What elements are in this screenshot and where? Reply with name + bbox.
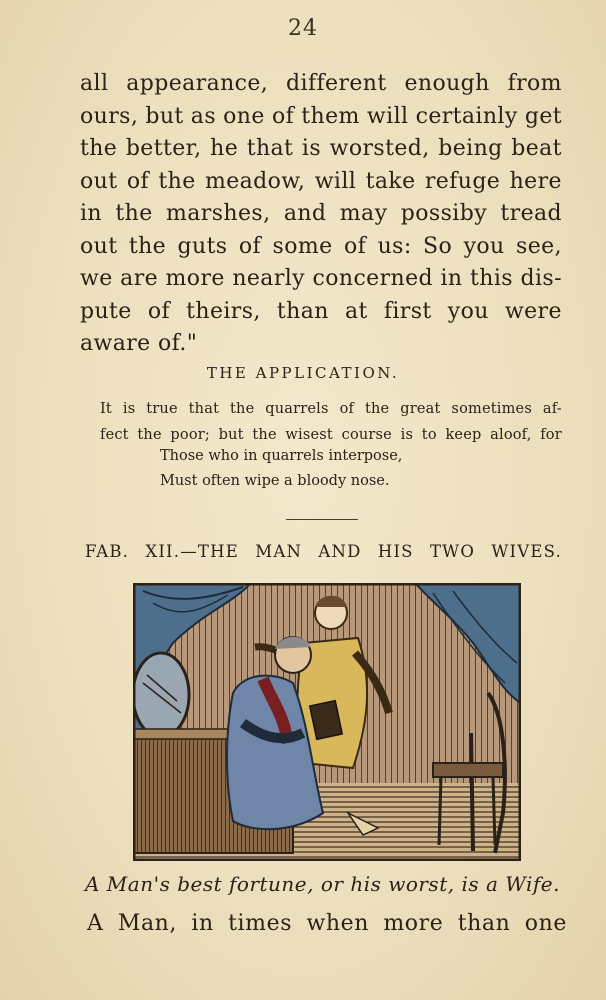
word: see, xyxy=(516,233,562,259)
word: af- xyxy=(542,401,562,417)
word: we xyxy=(80,266,113,291)
text-line xyxy=(80,68,562,101)
text-line xyxy=(80,263,562,296)
word: TWO xyxy=(429,542,476,561)
word: dis- xyxy=(520,266,562,291)
word: that xyxy=(188,401,220,417)
word: you xyxy=(447,298,489,324)
word: the xyxy=(115,201,153,226)
word: of xyxy=(343,233,367,259)
word: will xyxy=(314,168,357,194)
word: in xyxy=(191,911,214,936)
moral-line xyxy=(100,422,562,448)
text-line xyxy=(80,166,562,199)
word: of xyxy=(126,168,150,194)
word: when xyxy=(306,911,370,936)
page-number: 24 xyxy=(288,16,318,41)
word: worsted, xyxy=(329,136,430,161)
word: great xyxy=(400,401,441,417)
word: appearance, xyxy=(126,71,269,96)
word: true xyxy=(146,401,178,417)
word: he xyxy=(210,136,239,161)
word: some xyxy=(272,233,333,259)
word: of xyxy=(147,298,171,324)
word: one xyxy=(223,103,265,129)
word: for xyxy=(540,427,562,443)
word: the xyxy=(128,233,167,259)
word: theirs, xyxy=(186,298,261,324)
word: is xyxy=(301,136,322,161)
word: is xyxy=(122,401,136,417)
word: the xyxy=(230,401,255,417)
word: It xyxy=(100,401,112,417)
word: you xyxy=(463,233,505,259)
word: WIVES. xyxy=(491,542,562,561)
section-divider xyxy=(286,519,358,520)
word: marshes, xyxy=(166,201,271,226)
word: of xyxy=(271,103,295,129)
word: refuge xyxy=(424,168,501,194)
word: AND xyxy=(318,542,362,561)
word: this xyxy=(470,266,513,291)
word: concerned xyxy=(312,266,433,291)
text-line xyxy=(80,231,562,264)
word: to xyxy=(421,427,437,443)
word: quarrels xyxy=(265,401,329,417)
word: the xyxy=(158,168,196,194)
word: the xyxy=(364,401,390,417)
word: more xyxy=(165,266,225,291)
word: of xyxy=(238,233,262,259)
word: us: xyxy=(377,233,412,259)
word: certainly xyxy=(415,103,518,129)
word: Man, xyxy=(117,911,178,936)
word: poor; xyxy=(170,427,210,443)
word: but xyxy=(218,427,244,443)
word: A xyxy=(87,911,104,936)
word: beat xyxy=(511,136,562,161)
word: being xyxy=(438,136,503,161)
word: FAB. xyxy=(85,542,130,561)
word: course xyxy=(341,427,392,443)
word: and xyxy=(283,201,327,226)
text-line xyxy=(80,198,562,231)
word: of xyxy=(339,401,355,417)
verse-line: Must often wipe a bloody nose. xyxy=(160,473,390,489)
word: the xyxy=(80,136,118,161)
word: first xyxy=(383,298,432,324)
word: from xyxy=(507,71,562,96)
word: get xyxy=(524,103,562,129)
text-line: aware of." xyxy=(80,331,198,356)
word: wisest xyxy=(285,427,333,443)
woodcut-illustration xyxy=(133,583,521,861)
word: possiby xyxy=(400,201,488,226)
word: them xyxy=(301,103,360,129)
word: will xyxy=(366,103,409,129)
word: were xyxy=(504,298,562,324)
word: may xyxy=(339,201,388,226)
woodcut-image xyxy=(133,583,521,861)
word: XII.—THE xyxy=(145,542,239,561)
text-line xyxy=(80,296,562,329)
word: than xyxy=(276,298,329,324)
verse-line: Those who in quarrels interpose, xyxy=(160,448,403,464)
word: more xyxy=(383,911,444,936)
opening-line xyxy=(87,911,567,936)
word: HIS xyxy=(377,542,414,561)
word: as xyxy=(190,103,217,129)
application-heading: THE APPLICATION. xyxy=(206,364,400,382)
word: that xyxy=(246,136,294,161)
word: times xyxy=(228,911,293,936)
word: all xyxy=(80,71,109,96)
word: tread xyxy=(500,201,562,226)
word: the xyxy=(137,427,162,443)
word: pute xyxy=(80,298,132,324)
fable-title xyxy=(85,542,562,561)
text-line xyxy=(80,101,562,134)
word: the xyxy=(252,427,277,443)
word: out xyxy=(80,168,118,194)
fable-caption: A Man's best fortune, or his worst, is a Wife. xyxy=(85,872,560,896)
word: ours, xyxy=(80,103,139,129)
word: better, xyxy=(125,136,202,161)
word: meadow, xyxy=(204,168,306,194)
word: aloof, xyxy=(490,427,532,443)
word: one xyxy=(524,911,567,936)
body-text xyxy=(80,68,562,361)
text-line xyxy=(80,133,562,166)
word: enough xyxy=(404,71,490,96)
word: out xyxy=(80,233,118,259)
word: take xyxy=(365,168,416,194)
moral-text xyxy=(100,396,562,448)
word: than xyxy=(457,911,511,936)
word: MAN xyxy=(255,542,303,561)
word: in xyxy=(80,201,103,226)
word: So xyxy=(423,233,453,259)
word: at xyxy=(344,298,368,324)
word: here xyxy=(509,168,562,194)
word: are xyxy=(120,266,159,291)
word: nearly xyxy=(232,266,305,291)
word: is xyxy=(400,427,414,443)
word: keep xyxy=(445,427,482,443)
word: guts xyxy=(177,233,228,259)
word: fect xyxy=(100,427,129,443)
word: but xyxy=(145,103,184,129)
moral-line xyxy=(100,396,562,422)
word: sometimes xyxy=(451,401,532,417)
word: different xyxy=(286,71,387,96)
word: in xyxy=(440,266,463,291)
